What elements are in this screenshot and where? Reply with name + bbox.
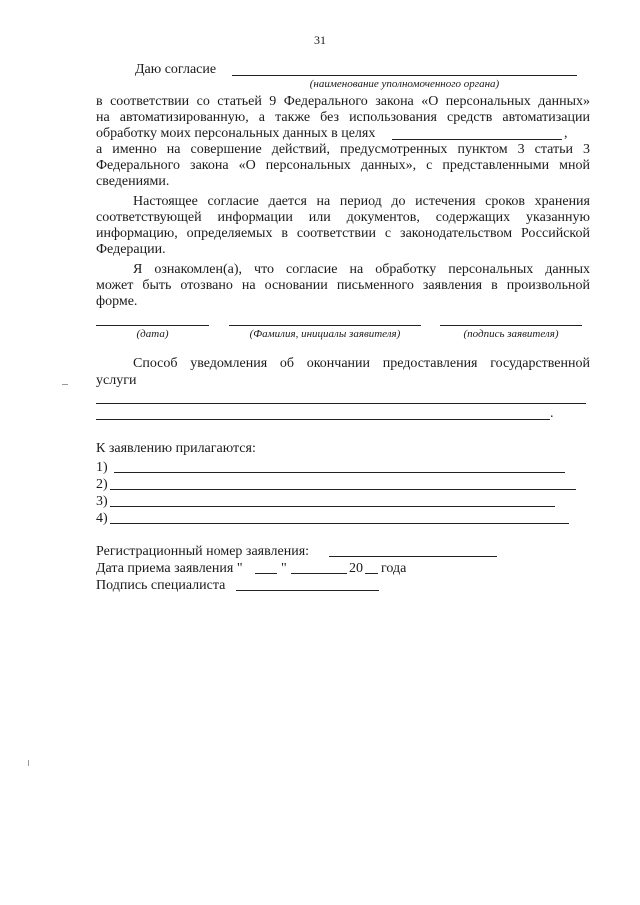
- consent-p1-line-2: на автоматизированную, а также без использования средств автоматизации: [96, 110, 590, 125]
- consent-p1-line-3: обработку моих персональных данных в целях: [96, 126, 376, 141]
- reg-number-blank-line: [329, 556, 497, 557]
- consent-p2-line-4: Федерации.: [96, 242, 166, 257]
- consent-p3-line-2: может быть отозвано на основании письменного заявления в произвольной: [96, 278, 590, 293]
- consent-p1-line-4: а именно на совершение действий, предусмотренных пунктом 3 статьи 3: [96, 142, 590, 157]
- organ-blank-line: [232, 75, 577, 76]
- notification-blank-line-1: [96, 403, 586, 404]
- purpose-blank-line: [392, 139, 562, 140]
- specialist-signature-label: Подпись специалиста: [96, 578, 226, 593]
- consent-p3-line-3: форме.: [96, 294, 138, 309]
- consent-p1-line-1: в соответствии со статьей 9 Федерального закона «О персональных данных»: [96, 94, 590, 109]
- applicant-name-blank-line: [229, 325, 421, 326]
- applicant-signature-caption: (подпись заявителя): [463, 328, 559, 340]
- notification-line-2: услуги: [96, 373, 137, 388]
- applicant-name-caption: (Фамилия, инициалы заявителя): [249, 328, 401, 340]
- attachment-item-4-line: [110, 523, 569, 524]
- consent-p3-line-1: Я ознакомлен(а), что согласие на обработку персональных данных: [133, 262, 590, 277]
- attachment-item-2-label: 2): [96, 477, 108, 492]
- notification-line-1: Способ уведомления об окончании предоставления государственной: [133, 356, 590, 371]
- notification-blank-line-2: [96, 419, 550, 420]
- attachment-item-4-label: 4): [96, 511, 108, 526]
- margin-tick: [28, 760, 29, 766]
- consent-p2-line-3: информацию, определяемых в соответствии с законодательством Российской: [96, 226, 590, 241]
- receipt-date-label: Дата приема заявления ": [96, 561, 243, 576]
- attachment-item-1-label: 1): [96, 460, 108, 475]
- purpose-comma: ,: [564, 126, 568, 141]
- receipt-month-blank-line: [291, 573, 347, 574]
- applicant-signature-blank-line: [440, 325, 582, 326]
- specialist-signature-blank-line: [236, 590, 379, 591]
- page-number: 31: [314, 33, 326, 47]
- consent-p1-line-5: Федерального закона «О персональных данных», с представленными мной: [96, 158, 590, 173]
- notification-end-dot: .: [550, 406, 554, 421]
- attachment-item-3-label: 3): [96, 494, 108, 509]
- receipt-date-quote: ": [281, 561, 287, 576]
- receipt-year-prefix: 20: [349, 561, 363, 576]
- receipt-day-blank-line: [255, 573, 277, 574]
- organ-caption: (наименование уполномоченного органа): [309, 78, 500, 90]
- reg-number-label: Регистрационный номер заявления:: [96, 544, 310, 559]
- receipt-year-blank-line: [365, 573, 378, 574]
- consent-p2-line-2: соответствующей информации или документов, содержащих указанную: [96, 210, 590, 225]
- date-blank-line: [96, 325, 209, 326]
- date-caption: (дата): [136, 328, 169, 340]
- margin-mark: [62, 384, 68, 385]
- attachment-item-1-line: [114, 472, 565, 473]
- attachments-title: К заявлению прилагаются:: [96, 441, 256, 456]
- consent-lead: Даю согласие: [135, 62, 217, 77]
- consent-p1-line-6: сведениями.: [96, 174, 170, 189]
- attachment-item-2-line: [110, 489, 576, 490]
- attachment-item-3-line: [110, 506, 555, 507]
- consent-p2-line-1: Настоящее согласие дается на период до истечения сроков хранения: [133, 194, 590, 209]
- receipt-year-word: года: [381, 561, 407, 576]
